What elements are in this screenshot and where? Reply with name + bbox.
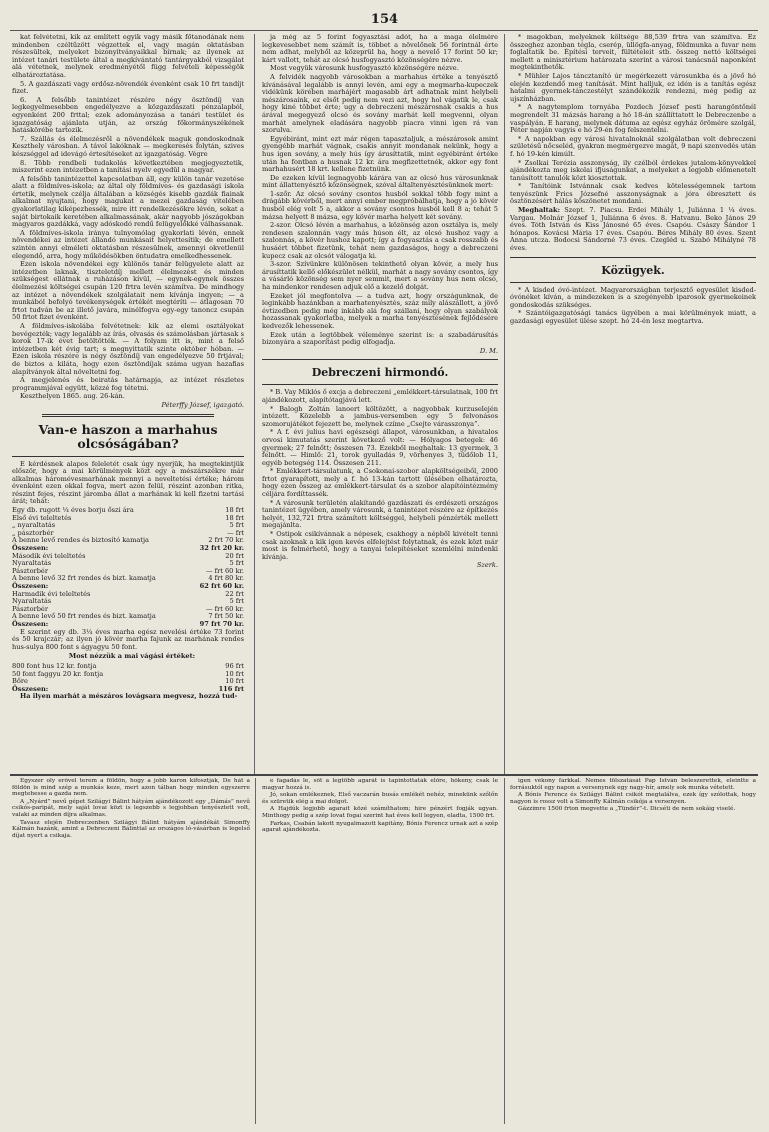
paragraph: Keszthelyen 1865. aug. 26-kán. <box>20 392 125 401</box>
row-value: 18 frt <box>225 513 244 522</box>
row-value: — frt 60 kr. <box>205 604 244 613</box>
row-value: 32 frt 20 kr. <box>199 544 244 553</box>
col3-headline: Közügyek. <box>601 263 665 277</box>
paragraph: Most vegyük városunk husfogyasztó közönségére nézve. <box>270 64 459 73</box>
paragraph: A felvidék nagyobb városokban a marhahus értéke a tenyésztő kívánásával legalább is annyi levén, ami egy a megmarha-kupeczek vidékünk körében marhájért magasabb árt adhatnak mint helybeli mészárosaink, ez elsőt pedig nem vezi azt, hogy hol vágatik le, csak hogy kiné többet érte; ugy a debreczeni mészárosnak csakis a hus árával megegyező olcsó és sovány marhát kell megvenni, olyan marhát amelynek eladására nagyobb piacra vinni igen rá van szorulva. <box>262 72 498 135</box>
row-value: 4 frt 80 kr. <box>208 574 244 583</box>
top-rule <box>10 30 758 31</box>
paragraph: e fagadás le, sőt a legtöbb agarát is tapintottaták előre, hőkeny, csak le magyar hozzá is. <box>262 778 498 791</box>
paragraph: 1-szőr. Az olcsó sovány csontos husból sokkal több fogy mint a drágább kövérből, mert annyi ember megpróbálhatja, hogy a jó kövér husból elég volt 5 a, akkor a sovány csontos husból kell 8 a; tehát 5 mázsa helyett 8 mázsa, egy kövér marha helyett két sovány. <box>262 189 498 221</box>
paragraph: A megjelenés és beiratás határnapja, az intézet részletes programmjával együtt, közzé fog tétetni. <box>12 376 244 392</box>
news-item: * Szántóigazgatósági tanács ügyében a mai körülmények miatt, a gazdasági egyesület ülése szept. hó 24-én lesz megtartva. <box>510 309 756 325</box>
row-label: Összesen: <box>12 619 49 628</box>
paragraph: A Bónis Ferencz és Szilágyi Bálint csikót megtalálva, ezek így szólottak, hogy nagyon is rossz volt a Simonffy Kálmán csikója a versenyen. <box>510 792 756 805</box>
news-item: * Balogh Zoltán lanoert költözött, a nagyobbak kurzuselején intézett. Közelebb a jambus-versemben egy 5 felvonásos szomorujátékot fejezett be, melynek czíme „Csejte várasszonya”. <box>262 404 498 428</box>
news-item: * Zsolkai Terézia asszonyság, ily czélból érdekes jutalom-könyvekkel ajándékozta meg iskolai ifjuságunkat, a melyeket a legjobb előmenetelt tanúsított tanulók közt kiosztottak. <box>510 158 756 182</box>
row-label: A benne levő rendes és biztosító kamatja <box>12 536 149 545</box>
row-label: Egy db. rugott ¼ éves borju őszi ára <box>12 506 134 515</box>
row-label: A benne levő 50 frt rendes és bizt. kamatja <box>12 612 156 621</box>
paragraph: kat felvétetni, kik az említett egyik vagy másik főtanodának nem mindenben czéltűzött végzettek el, vagy magán oktatásban részesültek, melyeket bizonyítványaikkal bírnak; az ilyenek az intézet tanári testülete által a megkívántató tantárgyakból vizsgálat alá vétetnek, melynek eredményétől függ felvételi képességök elhatároztatása. <box>12 34 244 79</box>
paragraph: Jó, sokan emlékeznek, Első vaczarán busás emlékét nehéz, minekünk szőlőn és szüretik elég a mai dolgot. <box>262 792 498 805</box>
paragraph: A felsőbb tanintézettel kapcsolatban áll, egy külön tanár vezetése alatt a földmíves-iskola; az által oly földmíves- és gazdasági iskola értetik, melynek czélja általában a községés kisebb gazdák fiainak alkalmat nyujtani, hogy magukat a mezei gazdaság vitelében gyakorlatilag kiképezhessék, mire itt rendelkezésökre lévén, sokat a saját birtokaik keretében alkalmassának, akár nagyobb jószágokban magyaros gazdákká, vagy adóskodó rendű felügyelőkké válhassanak. <box>12 174 244 229</box>
news-item: * Mühler Lajos táncztanító úr megérkezett városunkba és a jövő hó elején kezdendő meg tanítását. Mint halljuk, ez idén is a tanítás egész hatalmi gyermek-tánczestélyt szándékozik rendezni, még pedig az ujszínházban. <box>510 71 756 103</box>
paragraph: 3-szor. Szívünkre különösen tekinthető olyan kövér, a mely hus árusíttatik kellő előkészület nélkül, marhát a nagy sovány csontos, így a vásárló közönség sem nyer semmit, mert a sovány hus nem olcsó, ha mindenkor rendesen adjuk elő a kezelő dolgát. <box>262 260 498 291</box>
row-value: 5 frt <box>229 559 244 568</box>
news-item: * Ostipok csikívánnak a népesek, csakhogy a népből kivételt tenni csak azoknak a kik igen kevés elfelejtést folytatnak, és ezek közt már most is felmérhető, hogy a tanyai telepítéseket szemlélni mindenki kívánja. <box>262 530 498 561</box>
paragraph: A földmíves-iskolába felvétetnek: kik az elemi osztályokat bevégezték; vagy legalább az írás, olvasás és számolásban jártasak s korok 17-ik évet betöltötték. — A folyam itt is, mint a felső intézetben két évig tart; s megnyittatik szinte október hóban. — Ezen iskola részére is négy ösztöndíj van engedélyezve 50 frtjával; de biztos a kiláta, hogy ezen ösztöndíjak száma ugyan hazafias alapítványok által növeltetni fog. <box>12 321 244 376</box>
col1-paragraphs <box>12 34 244 401</box>
row-value: — frt <box>227 528 244 537</box>
column-3 <box>510 34 756 774</box>
row-value: 18 frt <box>225 506 244 515</box>
bottom-divider-1 <box>255 778 256 1124</box>
row-value: 5 frt <box>229 597 244 606</box>
news-item: * Emlékkert-társulatunk, a Csokonai-szobor alapköltségeiből, 2000 frtot gyarapított, mely a f. hó 13-kán tartott ülésében elhatározta, hogy ezen összeg az emlékkert-társulat és a szobor alapítóintézmény céljára fordíttassék. <box>262 467 498 499</box>
deaths-text: Szept. 7. Piacsu. Erdei Mihály 1, Juliánna 1 ¼ éves. Vargau. Molnár József 1, Juliánna 6 éves. 8. Hatvanu. Beko János 29 éves. Tóth István és Kiss Jánosné 65 éves. Csapóu. Császy Sándor 1 hónapos. Kovácsi Mária 17 éves. Csapóu. Béres Mihály 80 éves. Szent Anna utcza. Bodocsi Sándorné 73 éves. Czegléd u. Szabó Mihályné 78 éves. <box>510 206 756 253</box>
row-label: Nyaraltatás <box>12 597 52 606</box>
paragraph: Ezen iskola növendékei egy különös tanár felügyelete alatt az intézetben laknak, tiszteletdíj mellett élelmezést és minden szükségest ellátnak a ruházáson kívül, — egynek-egynek összes élelmezési költségei csupán 120 frtra levén számítva. De mindhogy az intézet a növendékek szolgálatait nem kívánja ingyen; — a munkából befolyó tevékenységek értékét megtéríti — átlagosan 70 frtot tudván be az illető javára, minélfogva egy-egy tanoncz csupán 50 frtot fizet évenként. <box>12 260 244 322</box>
row-label: 800 font hus 12 kr. fontja <box>12 661 97 670</box>
headline-rule <box>510 282 756 283</box>
column-divider-2 <box>504 34 505 774</box>
paragraph: Ezeket jól megfontolva — a tudva azt, hogy országunknak, de leginkább hazánkban a marhatenyésztés, száz mily alászállott, a jövő évtizedben pedig még inkább alá fog szállani, hogy olyan szabályok hozassanak gyakorlatba, melyek a marha tenyésztésének fejlődésére kedvezők lehessenek. <box>262 291 498 330</box>
bottom-section-rule <box>10 774 758 776</box>
row-label: „ nyaraltatás <box>12 521 56 530</box>
column-divider-1 <box>254 34 255 774</box>
bottom-column-1 <box>12 778 250 1124</box>
col1-conclusion: E szerint egy db. 3¼ éves marha egész nevelési értéke 73 forint és 50 krajczár; az ilyen jó kövér marha fajunk az marhának rendes hus-sulya 800 font s ágyagyu 50 font. <box>12 627 244 651</box>
news-item: * magokban, melyeknek költsége 88,539 frtra van számítva. Ez összeghez azonban tégla, cserép, üllögfa-anyag, földmunka a fuvar nem foglaltatik be. Építési terveit, fültételeit stb. összeg nettó költségei mellett a minisztérium határozata szerint a városi tanácsnál naponként megtekinthetők. <box>510 34 756 72</box>
paragraph: 5. A gazdászati vagy erdősz-növendék évenként csak 10 frt tandíjt fizet. <box>12 79 244 96</box>
deaths-block <box>510 207 756 253</box>
section-divider <box>42 414 214 417</box>
row-value: 62 frt 60 kr. <box>199 582 244 590</box>
col2-news-list <box>262 389 498 561</box>
second-year-table <box>12 553 244 591</box>
deaths-heading: Meghaltak: <box>518 206 560 215</box>
paragraph: 2-szor. Olcsó lévén a marhahus, a közönség azon osztálya is, mely rendesen szalonnán vagy más húson élt, az olcsó hushoz vagy a szalonnás, a kövér hushoz kapott; így a fogyasztás a csak rosszabb és husáért többet fizetünk, tehát nem gazdaságos, hogy a debreczeni kupecz csak az olcsót válogatja ki. <box>262 221 498 260</box>
col2-headline: Debreczeni hirmondó. <box>311 366 449 380</box>
bottom-column-2 <box>262 778 498 1124</box>
row-label: Nyaraltatás <box>12 559 52 568</box>
paragraph: A Hajdúk legjobb agarait közé számíthatom; hire pénzért fogják ugyan. Minthogy pedig a szép lovat fogai szerint hat éves kell legyen, eladta, 1500 frt. <box>262 806 498 819</box>
bottom-column-3 <box>510 778 756 1124</box>
paragraph: 8. Több rendbeli tudakolás következtében megjegyeztetik, miszerint ezen intézetben a tanítási nyelv egyedül a magyar. <box>12 158 244 175</box>
row-label: Harmadik évi teleltetés <box>12 589 91 598</box>
row-value: 97 frt 70 kr. <box>199 619 244 628</box>
row-label: A benne levő 32 frt rendes és bizt. kamatja <box>12 574 156 583</box>
table-row <box>12 671 244 679</box>
paragraph: Ezek után a legtöbbek véleménye szerint is: a szabadárusítás bizonyára a szaporítást pedig elfogadja. <box>262 330 498 347</box>
row-label: Összesen: <box>12 684 49 693</box>
row-label: „ pásztorbér <box>12 528 54 537</box>
headline-rule <box>12 456 244 457</box>
col1-tail: Ha ilyen marhát a mészáros lovágsara megvesz, hozzá tud- <box>20 692 238 701</box>
news-item: * A kisded óvó-intézet. Magyarországban terjesztő egyesület kisded-óvónéket kíván, a mindezeken is a szegényebb iparosok gyermekeinek gondoskodás szükséges. <box>510 285 756 309</box>
row-value: 2 frt 70 kr. <box>208 536 244 545</box>
news-item: * Tanítóink Istvánnak csak kedves kötelességemnek tartom tenyészünk Frics Józsefné asszonyságnak a jóra ébresztett és ösztönzésért hálás köszönetet mondani. <box>510 182 756 206</box>
row-value: 96 frt <box>225 661 244 670</box>
third-year-table <box>12 591 244 629</box>
row-label: Első évi teleltetés <box>12 513 72 522</box>
row-value: 20 frt <box>225 551 244 560</box>
news-item: * A városunk területén alakítandó gazdászati és erdészeti országos tanintézet ügyében, amely városunk, a tanintézet részére az építkezés helyét, 132,721 frtra számított költséggel, helybeli pénzérték mellett megajánlta. <box>262 498 498 530</box>
col2-tail: Szerk. <box>476 561 498 570</box>
section-divider <box>262 359 498 360</box>
paragraph: Egyébiránt, mint ezt már régen tapasztaljuk, a mészárosok amint gyengébb marhát vágnak, csakis annyit mondanak nekünk, hogy a hus igen sovány, a mely hús így árusíttatik, mint egyébiránt értéke után ha fontban a husnak 12 kr. ára megfizettetnék, akkor egy font marhahusért 18 krt. kellene fizetnünk. <box>262 134 498 174</box>
col3-paragraphs <box>510 34 756 206</box>
paragraph: 6. A felsőbb tanintézet részére négy ösztöndíj van legkegyelmesebben engedélyezve a közgazdászati pénzalapból, egyenként 200 frttal; ezek adományozása a tanári testület és igazgatóság ajánlata utján, az ország főkormányszékének hatáskörébe tartozik. <box>12 95 244 135</box>
paragraph: ja még az 5 forint fogyasztási adót, ha a maga élelmére legkevesebbet nem számít is, többet a növelőnek 56 forintnál érte nem adhat, melyből az közeprül ha, hogy a nevelő 17 forint 50 kr; kárt vallott, tehát az olcsó husfogyasztó közönségére nézve. <box>262 34 498 64</box>
paragraph: Egyszer oly erővel terem a földön, hogy a jobb karon kifosztják, De hát a földön is mind szép a munkás keze, mert azon tálban hogy minden egyszerre megtehesse a gazda nem. <box>12 778 250 798</box>
col2-signature: D. M. <box>479 346 498 355</box>
value-table <box>12 663 244 693</box>
col1-signature: Péterffy József, igazgató. <box>161 400 244 409</box>
page-number: 154 <box>370 12 399 27</box>
news-item: * A nagytemplom tornyába Pozdech József pesti harangöntőnél megrendelt 31 mázsás harang a hó 18-án szállíttatott le Debreczenbe a vaspályán. E harang, melynek dátuma az egész egyház örömére szolgál, Péter napján vagyis e hó 29-én fog felszentelni. <box>510 103 756 135</box>
col1-headline: Van-e haszon a marhahus olcsóságában? <box>38 421 218 451</box>
row-label: Második évi teleltetés <box>12 551 86 560</box>
row-value: 22 frt <box>225 589 244 598</box>
first-year-table <box>12 507 244 553</box>
news-item: * A napokban egy városi hivatalnoknál szolgálatban volt debreczeni születésű nőcseléd, gyakran megmérgezve magát, 9 napi szenvedés után f. hó 19-kén kimúlt. <box>510 134 756 158</box>
paragraph: Tavasz elején Debreczenben Szilágyi Bálint hátyám ajándékát Simonffy Kálmán hazánk, amint a Debreczeni Bálinttal az országos ló-vásárban is legelső díjat nyert a csikaja. <box>12 819 250 839</box>
col1-article-intro: E kérdésnek alapos feleletét csak úgy nyerjük, ha megtekintjük először, hogy a mai körülmények közt egy a mészárszékre már alkalmas háromévesmarhának mennyi a neveltetési értéke; három évenként ezen okkal fogva, mert azon felül, részint azonban ritka, részint fejes, részint járomba állat a marhának ki kell fizetni tartási árát; tehát: <box>12 459 244 506</box>
row-label: 50 font faggyu 20 kr. fontja <box>12 669 104 678</box>
headline-rule <box>262 384 498 385</box>
paragraph: Farkas, Csabán lakott nyugalmazott kapitány, Bónis Ferencz urnak azt a szép agarat ajándékozta. <box>262 820 498 834</box>
row-value: — frt 60 kr. <box>205 566 244 575</box>
bottom-divider-2 <box>504 778 505 1124</box>
column-1 <box>12 34 244 774</box>
row-value: 10 frt <box>225 677 244 686</box>
col2-paragraphs <box>262 34 498 347</box>
paragraph: A „Nyárd” nevű gépet Szilágyi Bálint hátyám ajándékozott egy „Dámás” nevű csikós-paripát, mely saját lovai közt is legszebb s legjobban tenyésztett volt, valaki az minden díjra alkalmas. <box>12 798 250 818</box>
col3-news-list <box>510 287 756 326</box>
row-label: Pásztorbér <box>12 604 48 613</box>
paragraph: A földmíves-iskola iránya tulnyomólag gyakorlati lévén, ennek növendékei az intézet állandó munkásait helyettesítik; de emellett szintén annyi elméleti oktatásban részesülnek, amennyi okvetlenül elegendő, arra, hogy működésökben öntudatra emelkedhessenek. <box>12 228 244 260</box>
news-item: * A f. évi julius havi egészségi állapot, városunkban, a hivatalos orvosi kimutatás szerint következő volt: — Hólyagos betegek: 46 gyermek; 27 felnőtt; összesen 73. Ezekből meghaltak: 13 gyermek, 3 felnőtt. — Himlő: 21, torok gyulladás 9, vörhenyes 3, tüdőlob 11, egyéb betegség 114. Összesen 211. <box>262 428 498 467</box>
row-label: Pásztorbér <box>12 566 48 575</box>
news-item: * B. Vay Miklós ő excja a debreczeni „emlékkert-társulatnak, 100 frt ajándékozott, alapítótagjává lett. <box>262 388 498 404</box>
row-label: Összesen: <box>12 544 49 553</box>
row-value: 116 frt <box>218 684 244 693</box>
paragraph: De ezeken kívül legnagyobb kárára van az olcsó hus városunknak mint állattenyésztő közönségnek, szóval általtenyésztésünknek mert: <box>262 173 498 190</box>
section-divider <box>510 257 756 258</box>
paragraph: Gázzimre 1500 frton megvette a „Tündér”-t. Dicséti de nem sokáig viselé. <box>518 806 736 813</box>
row-label: Bőre <box>12 677 28 686</box>
row-value: 10 frt <box>225 669 244 678</box>
column-2 <box>262 34 498 774</box>
paragraph: 7. Szállás és élelmezésről a növendékek maguk gondoskodnak Keszthely városban. A távol lakóknak — megkeresés folytán, szives készséggel ad idevágó értesítéseket az igazgatóság. Végre <box>12 134 244 158</box>
value-heading: Most nézzük a mai vágási értéket: <box>68 652 196 661</box>
row-value: 5 frt <box>229 521 244 530</box>
paragraph: igen vékony farkkal. Nemes tölszatását Pap István beleszerettek, eleintte a forrásuktól egy napon a versenynek egy nagy-hír, amely sok munka vétetett. <box>510 778 756 791</box>
row-label: Összesen: <box>12 582 49 590</box>
row-value: 7 frt 50 kr. <box>208 612 244 621</box>
